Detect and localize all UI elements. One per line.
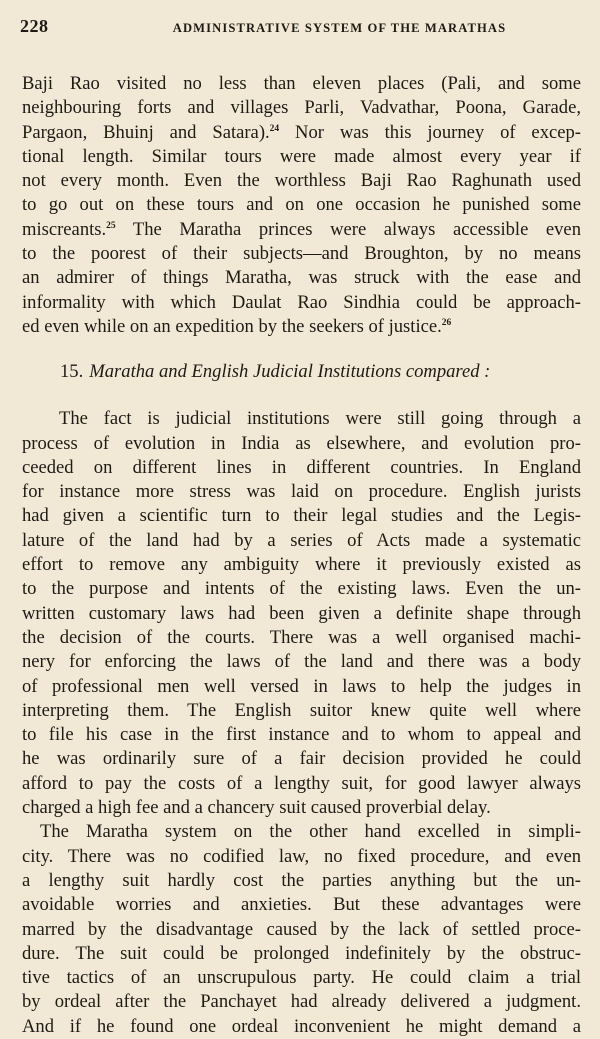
paragraph-3 (22, 820, 581, 1039)
text-line: ceeded on different lines in different countries. In England (22, 456, 581, 478)
text-line: by ordeal after the Panchayet had already delivered a judgment. (22, 991, 581, 1013)
text-line: informality with which Daulat Rao Sindhia could be approach- (22, 291, 581, 313)
text-line: a lengthy suit hardly cost the parties anything but the un- (22, 869, 581, 891)
text-line: to go out on these tours and on one occasion he punished some (22, 194, 581, 216)
footnote-ref: 25 (106, 220, 116, 231)
footnote-ref: 24 (269, 123, 280, 134)
text-fragment: ed even while on an expedition by the seekers of justice. (22, 315, 442, 337)
text-line: marred by the disadvantage caused by the lack of settled proce- (22, 918, 581, 940)
text-line: dure. The suit could be prolonged indefinitely by the obstruc- (22, 942, 581, 964)
text-line: to file his case in the first instance and to whom to appeal and (22, 724, 581, 746)
text-line: the decision of the courts. There was a well organised machi- (22, 626, 581, 648)
text-line: tional length. Similar tours were made almost every year if (22, 145, 581, 167)
text-fragment: miscreants. (22, 218, 107, 240)
text-line: an admirer of things Maratha, was struck with the ease and (22, 267, 581, 289)
section-title: Maratha and English Judicial Institutions compared : (89, 361, 491, 383)
text-line: process of evolution in India as elsewhere, and evolution pro- (22, 432, 581, 454)
text-line: neighbouring forts and villages Parli, Vadvathar, Poona, Garade, (22, 97, 581, 119)
text-line: nery for enforcing the laws of the land and there was a body (22, 651, 581, 673)
text-line (22, 218, 581, 242)
text-line: Baji Rao visited no less than eleven places (Pali, and some (22, 73, 581, 94)
running-header (22, 16, 581, 40)
text-line: for instance more stress was laid on procedure. English jurists (22, 481, 581, 503)
page-number: 228 (20, 16, 49, 36)
text-fragment: Pargaon, Bhuinj and Satara). (22, 121, 270, 143)
text-fragment: Nor was this journey of excep- (295, 121, 581, 143)
text-line: city. There was no codified law, no fixed procedure, and even (22, 845, 581, 867)
text-line: to the purpose and intents of the existing laws. Even the un- (22, 578, 581, 600)
text-line: The fact is judicial institutions were still going through a (59, 408, 581, 430)
text-line: of professional men well versed in laws to help the judges in (22, 675, 581, 697)
text-line: charged a high fee and a chancery suit caused proverbial delay. (22, 797, 491, 819)
text-line: afford to pay the costs of a lengthy suit, for good lawyer always (22, 772, 581, 794)
text-line: not every month. Even the worthless Baji Rao Raghunath used (22, 170, 581, 192)
text-line (22, 121, 581, 145)
text-line: avoidable worries and anxieties. But these advantages were (22, 894, 581, 916)
section-heading (60, 360, 581, 384)
text-line: effort to remove any ambiguity where it previously existed as (22, 554, 581, 576)
text-line: And if he found one ordeal inconvenient he might demand a (22, 1015, 581, 1037)
text-line: interpreting them. The English suitor knew quite well where (22, 699, 581, 721)
paragraph-2 (22, 407, 581, 820)
text-line (22, 315, 581, 339)
text-line: The Maratha system on the other hand excelled in simpli- (40, 821, 581, 843)
text-line: had given a scientific turn to their legal studies and the Legis- (22, 505, 581, 527)
paragraph-1 (22, 72, 581, 339)
running-title: ADMINISTRATIVE SYSTEM OF THE MARATHAS (172, 21, 507, 35)
text-line: to the poorest of their subjects—and Broughton, by no means (22, 243, 581, 265)
text-line: he was ordinarily sure of a fair decision provided he could (22, 748, 581, 770)
section-number: 15. (60, 361, 84, 383)
text-line: written customary laws had been given a definite shape through (22, 602, 581, 624)
text-fragment: The Maratha princes were always accessible even (132, 218, 581, 240)
footnote-ref: 26 (441, 317, 452, 328)
text-line: tive tactics of an unscrupulous party. He could claim a trial (22, 967, 581, 989)
text-line: lature of the land had by a series of Acts made a systematic (22, 529, 581, 551)
